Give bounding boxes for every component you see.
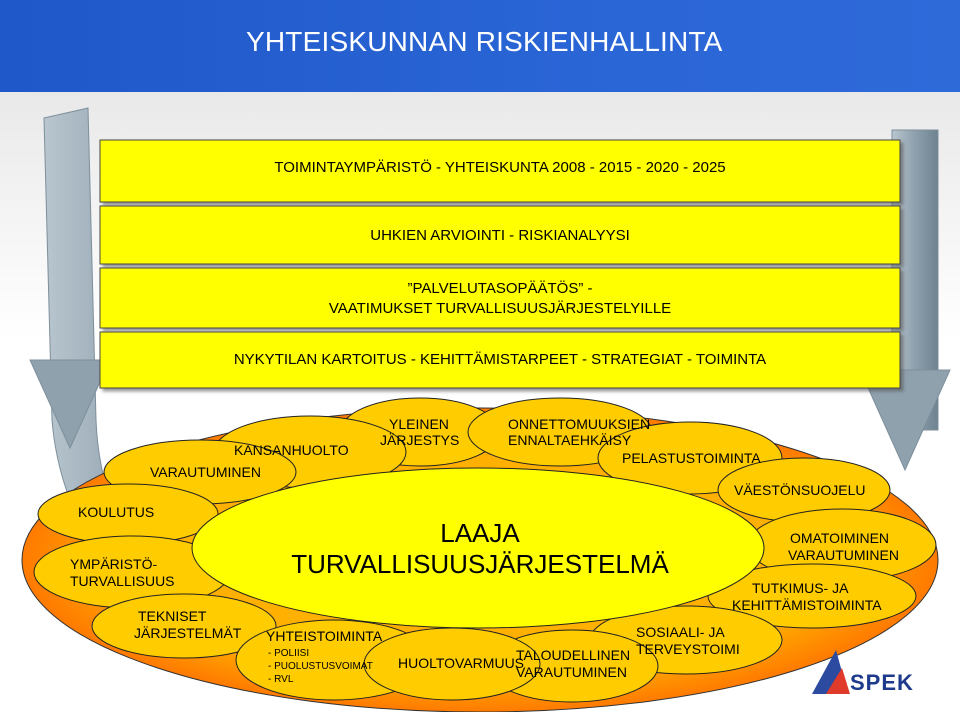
label-kansanhuolto: KANSANHUOLTO: [234, 442, 349, 458]
bar-4-text: NYKYTILAN KARTOITUS - KEHITTÄMISTARPEET - STRATEGIAT - TOIMINTA: [233, 351, 767, 368]
label-varautuminen: VARAUTUMINEN: [150, 464, 261, 480]
label-ymparisto-1: YMPÄRISTÖ-: [70, 556, 158, 572]
label-sosiaali-1: SOSIAALI- JA: [636, 624, 725, 640]
label-yleinen-1: YLEINEN: [389, 416, 449, 432]
bar-3-text-line1: ”PALVELUTASOPÄÄTÖS” -: [407, 280, 593, 297]
label-tekniset-1: TEKNISET: [138, 608, 207, 624]
label-omatoiminen-1: OMATOIMINEN: [790, 530, 890, 546]
left-arrow-head: [30, 360, 110, 448]
label-onnettomuuksien-1: ONNETTOMUUKSIEN: [508, 416, 651, 432]
label-onnettomuuksien-2: ENNALTAEHKÄISY: [508, 432, 632, 448]
page-title: YHTEISKUNNAN RISKIENHALLINTA: [246, 26, 723, 57]
center-title-line1: LAAJA: [440, 518, 520, 548]
label-taloudellinen-2: VARAUTUMINEN: [516, 664, 627, 680]
label-vaestonsuojelu: VÄESTÖNSUOJELU: [734, 482, 866, 498]
label-yhteistoiminta: YHTEISTOIMINTA: [266, 628, 383, 644]
label-tutkimus-2: KEHITTÄMISTOIMINTA: [732, 597, 882, 613]
label-tekniset-2: JÄRJESTELMÄT: [134, 625, 242, 641]
label-koulutus: KOULUTUS: [78, 504, 155, 520]
label-yleinen-2: JÄRJESTYS: [380, 432, 460, 448]
bar-3-text-line2: VAATIMUKSET TURVALLISUUSJÄRJESTELYILLE: [328, 300, 672, 317]
bar-3: [100, 268, 900, 328]
center-title-line2: TURVALLISUUSJÄRJESTELMÄ: [291, 549, 669, 579]
bar-2-text: UHKIEN ARVIOINTI - RISKIANALYYSI: [370, 227, 630, 244]
bar-1-text: TOIMINTAYMPÄRISTÖ - YHTEISKUNTA 2008 - 2015 - 2020 - 2025: [274, 159, 726, 176]
label-omatoiminen-2: VARAUTUMINEN: [788, 547, 899, 563]
label-tutkimus-1: TUTKIMUS- JA: [752, 580, 849, 596]
label-yhteistoiminta-item-3: - RVL: [268, 674, 294, 685]
label-pelastustoiminta: PELASTUSTOIMINTA: [622, 450, 761, 466]
label-yhteistoiminta-item-2: - PUOLUSTUSVOIMAT: [268, 661, 373, 672]
label-ymparisto-2: TURVALLISUUS: [70, 573, 175, 589]
label-sosiaali-2: TERVEYSTOIMI: [636, 641, 740, 657]
label-yhteistoiminta-item-1: - POLIISI: [268, 648, 310, 659]
label-huoltovarmuus: HUOLTOVARMUUS: [398, 655, 525, 671]
label-taloudellinen-1: TALOUDELLINEN: [516, 647, 631, 663]
spek-logo: SPEK: [850, 670, 914, 695]
